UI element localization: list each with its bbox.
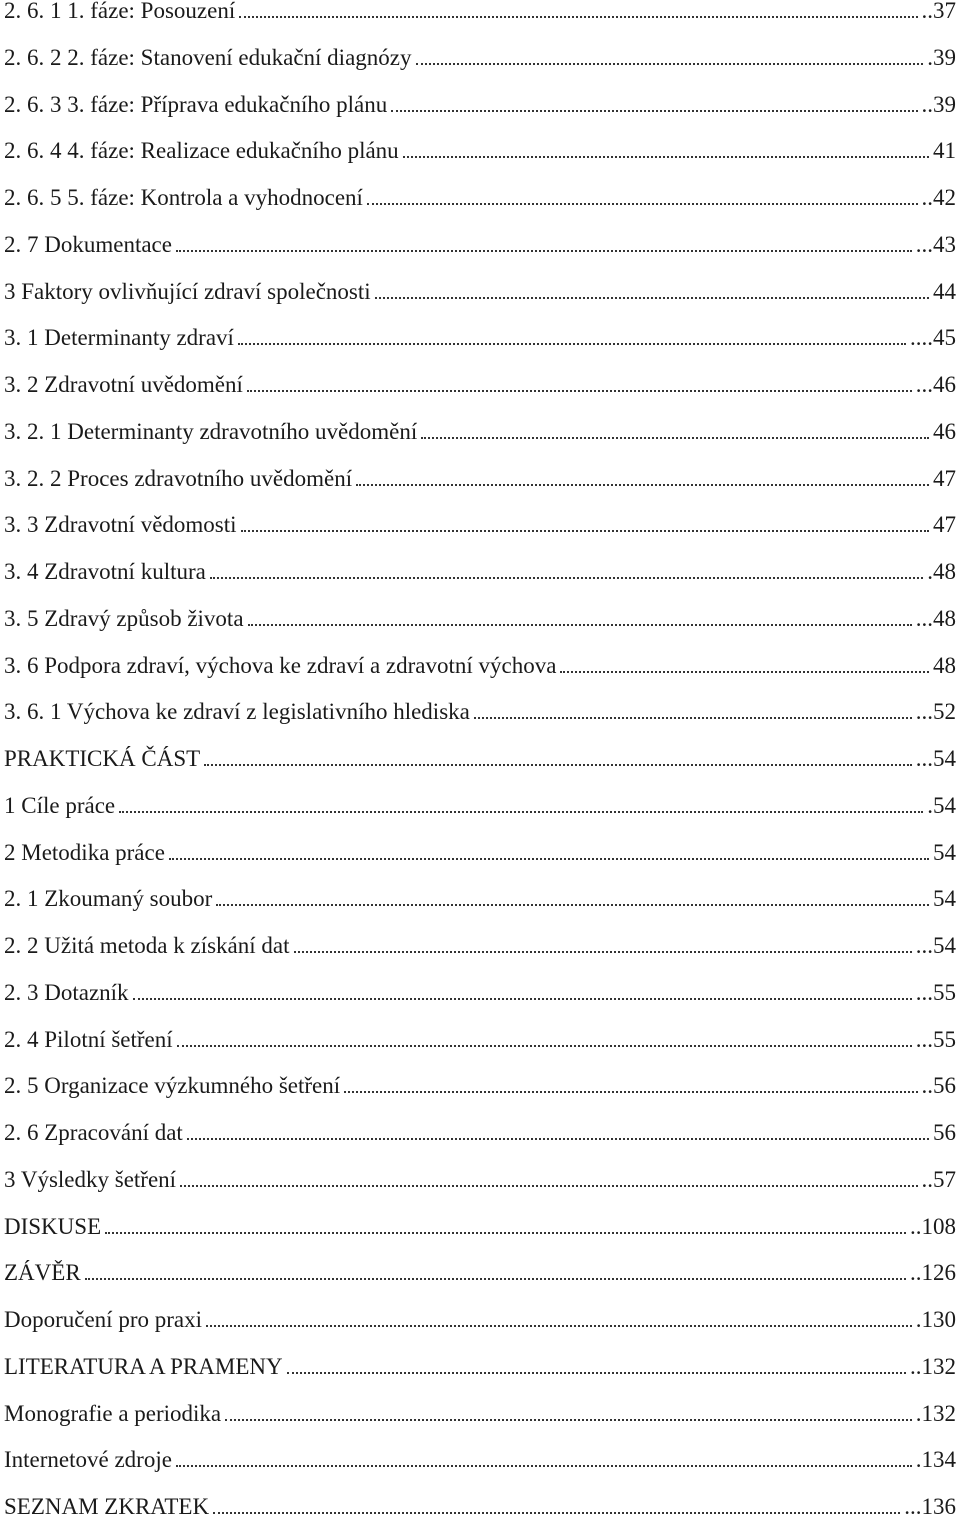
toc-entry-title: 2. 6. 5 5. fáze: Kontrola a vyhodnocení	[4, 185, 363, 210]
toc-entry-title: 3. 2. 2 Proces zdravotního uvědomění	[4, 465, 353, 491]
toc-entry-title: 2. 6. 1 1. fáze: Posouzení	[4, 0, 236, 23]
toc-entry	[4, 132, 956, 164]
toc-entry-title: LITERATURA A PRAMENY	[4, 1353, 283, 1379]
toc-entry	[4, 1301, 956, 1333]
toc-entry-page: .134	[915, 1447, 956, 1473]
toc-entry-title: 2. 6. 3 3. fáze: Příprava edukačního plánu	[4, 91, 388, 117]
toc-dot-leader	[180, 1185, 917, 1187]
toc-dot-leader	[248, 624, 912, 626]
toc-entry-page: 54	[933, 886, 956, 912]
toc-dot-leader	[210, 577, 923, 579]
toc-dot-leader	[216, 904, 929, 906]
toc-entry-page: 56	[933, 1120, 956, 1145]
toc-entry-page: ...54	[915, 746, 956, 771]
toc-entry-page: ..37	[921, 0, 956, 23]
toc-dot-leader	[177, 1045, 912, 1047]
toc-entry	[4, 693, 956, 725]
toc-entry-title: DISKUSE	[4, 1213, 102, 1239]
toc-entry-page: ..57	[921, 1166, 956, 1192]
toc-entry	[4, 553, 956, 585]
toc-dot-leader	[344, 1091, 917, 1093]
toc-entry	[4, 1021, 956, 1053]
toc-entry-title: 3. 2 Zdravotní uvědomění	[4, 372, 243, 397]
toc-dot-leader	[421, 437, 929, 439]
toc-entry	[4, 86, 956, 118]
toc-entry-title: Doporučení pro praxi	[4, 1307, 202, 1332]
toc-entry-page: 47	[933, 465, 956, 491]
toc-entry-page: .132	[915, 1400, 956, 1426]
toc-entry	[4, 39, 956, 71]
toc-dot-leader	[560, 671, 929, 673]
toc-dot-leader	[474, 717, 912, 719]
toc-entry	[4, 740, 956, 772]
toc-dot-leader	[169, 858, 929, 860]
toc-dot-leader	[241, 530, 929, 532]
toc-entry-title: 3 Faktory ovlivňující zdraví společnosti	[4, 278, 371, 304]
toc-entry-page: ...55	[915, 979, 956, 1005]
toc-entry-title: 2. 3 Dotazník	[4, 979, 129, 1005]
toc-entry-page: ...136	[904, 1494, 956, 1519]
toc-entry-title: 2. 2 Užitá metoda k získání dat	[4, 933, 290, 958]
toc-entry-page: ...48	[915, 605, 956, 631]
toc-entry-page: ..126	[910, 1260, 956, 1286]
toc-dot-leader	[239, 16, 917, 18]
toc-entry-page: 47	[933, 512, 956, 538]
toc-dot-leader	[375, 297, 929, 299]
toc-entry	[4, 179, 956, 211]
toc-entry-title: 2. 5 Organizace výzkumného šetření	[4, 1073, 341, 1099]
toc-entry	[4, 1254, 956, 1286]
toc-dot-leader	[356, 484, 929, 486]
toc-entry	[4, 1161, 956, 1193]
toc-entry-title: 3. 1 Determinanty zdraví	[4, 325, 234, 351]
toc-entry-page: 44	[933, 278, 956, 304]
toc-dot-leader	[204, 764, 912, 766]
toc-entry-page: ..132	[910, 1353, 956, 1379]
toc-dot-leader	[247, 390, 912, 392]
toc-entry	[4, 319, 956, 351]
toc-entry	[4, 787, 956, 819]
toc-entry	[4, 273, 956, 305]
toc-entry-page: 41	[933, 138, 956, 164]
toc-entry	[4, 974, 956, 1006]
toc-entry	[4, 413, 956, 445]
toc-entry-page: ...52	[915, 699, 956, 725]
toc-dot-leader	[187, 1138, 929, 1140]
toc-entry-title: 2. 7 Dokumentace	[4, 231, 172, 257]
toc-dot-leader	[294, 951, 912, 953]
toc-entry	[4, 1208, 956, 1240]
toc-entry	[4, 1348, 956, 1380]
toc-entry-page: ...43	[915, 231, 956, 257]
toc-entry-title: 3 Výsledky šetření	[4, 1166, 177, 1192]
toc-entry	[4, 834, 956, 866]
toc-dot-leader	[416, 63, 924, 65]
toc-entry-page: ...46	[915, 372, 956, 397]
toc-dot-leader	[287, 1372, 906, 1374]
toc-entry-page: ..42	[921, 185, 956, 210]
toc-entry-title: PRAKTICKÁ ČÁST	[4, 746, 201, 771]
toc-entry	[4, 880, 956, 912]
toc-entry-page: .48	[927, 559, 956, 584]
toc-entry-title: Internetové zdroje	[4, 1447, 172, 1473]
toc-entry-title: ZÁVĚR	[4, 1260, 81, 1286]
toc-entry-page: ..39	[921, 91, 956, 117]
toc-dot-leader	[367, 203, 918, 205]
toc-dot-leader	[119, 811, 923, 813]
toc-dot-leader	[206, 1325, 912, 1327]
toc-entry	[4, 1395, 956, 1427]
toc-entry-page: ....45	[910, 325, 956, 351]
toc-entry-title: 1 Cíle práce	[4, 792, 116, 818]
toc-entry-title: 3. 3 Zdravotní vědomosti	[4, 512, 237, 538]
toc-entry-title: 3. 6. 1 Výchova ke zdraví z legislativního hlediska	[4, 699, 470, 725]
toc-entry	[4, 1441, 956, 1473]
toc-entry-page: .54	[927, 792, 956, 818]
toc-dot-leader	[105, 1232, 906, 1234]
toc-entry-page: ..56	[921, 1073, 956, 1099]
toc-entry	[4, 460, 956, 492]
toc-entry	[4, 1114, 956, 1146]
toc-entry-page: ...54	[915, 933, 956, 958]
toc-entry-page: 54	[933, 839, 956, 865]
toc-entry-page: .130	[915, 1307, 956, 1332]
toc-entry-title: 3. 2. 1 Determinanty zdravotního uvědomění	[4, 418, 418, 444]
toc-entry	[4, 506, 956, 538]
toc-dot-leader	[238, 343, 906, 345]
toc-entry	[4, 927, 956, 959]
toc-entry-title: 2. 1 Zkoumaný soubor	[4, 886, 213, 912]
toc-entry-title: SEZNAM ZKRATEK	[4, 1494, 210, 1519]
toc-entry-title: 2. 6. 4 4. fáze: Realizace edukačního plánu	[4, 138, 399, 164]
toc-entry	[4, 600, 956, 632]
toc-entry-page: ..108	[910, 1213, 956, 1239]
toc-dot-leader	[225, 1419, 912, 1421]
toc-entry-title: 2. 6 Zpracování dat	[4, 1120, 183, 1145]
toc-entry-title: 3. 5 Zdravý způsob života	[4, 605, 244, 631]
toc-entry	[4, 647, 956, 679]
toc-entry-title: 3. 4 Zdravotní kultura	[4, 559, 206, 584]
toc-dot-leader	[403, 156, 929, 158]
toc-entry	[4, 366, 956, 398]
toc-entry-page: 48	[933, 652, 956, 678]
toc-entry	[4, 1067, 956, 1099]
toc-entry	[4, 1488, 956, 1520]
toc-entry-page: .39	[927, 44, 956, 70]
toc-dot-leader	[391, 110, 917, 112]
toc-entry	[4, 226, 956, 258]
toc-entry-title: 3. 6 Podpora zdraví, výchova ke zdraví a zdravotní výchova	[4, 652, 557, 678]
toc-entry	[4, 0, 956, 24]
toc-dot-leader	[176, 250, 912, 252]
toc-dot-leader	[133, 998, 912, 1000]
toc-entry-title: 2 Metodika práce	[4, 839, 165, 865]
toc-dot-leader	[176, 1465, 912, 1467]
toc-entry-page: 46	[933, 418, 956, 444]
toc-dot-leader	[85, 1278, 906, 1280]
toc-entry-page: ...55	[915, 1026, 956, 1052]
toc-entry-title: 2. 4 Pilotní šetření	[4, 1026, 173, 1052]
toc-entry-title: Monografie a periodika	[4, 1400, 222, 1426]
toc-entry-title: 2. 6. 2 2. fáze: Stanovení edukační diagnózy	[4, 44, 412, 70]
